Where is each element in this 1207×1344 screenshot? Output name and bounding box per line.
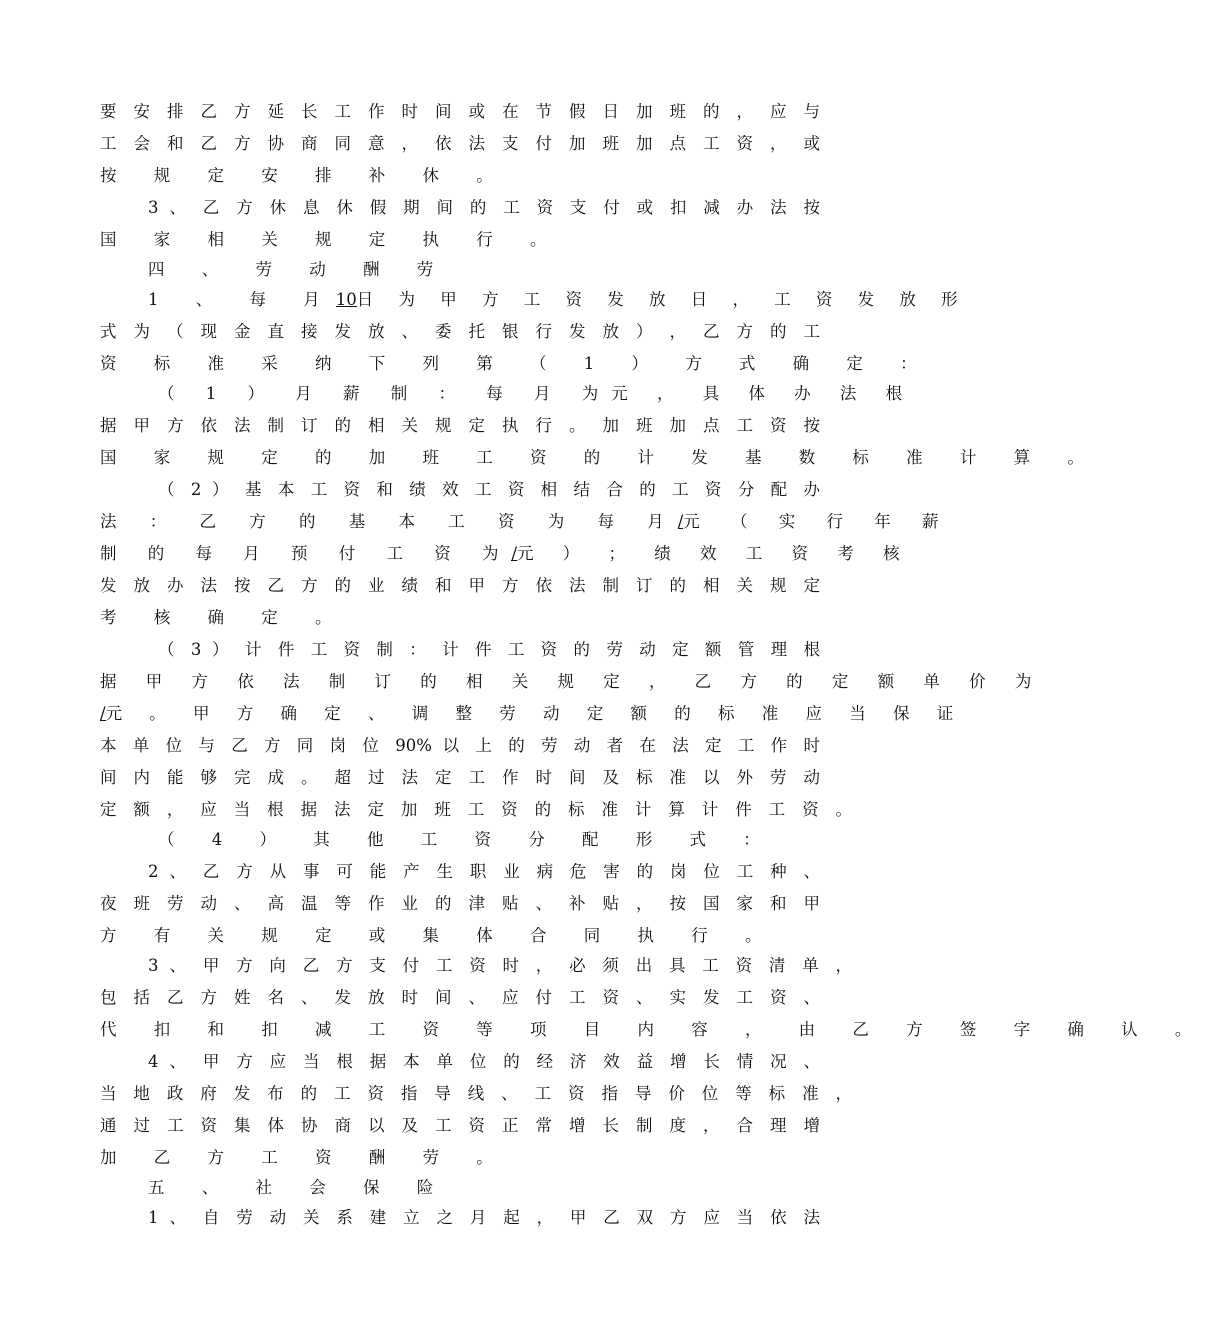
text-line: 当 地 政 府 发 布 的 工 资 指 导 线 、 工 资 指 导 价 位 等 标 准 ，: [100, 1084, 852, 1103]
section-heading: 四 、 劳 动 酬 劳: [148, 260, 450, 279]
text-segment: 元 （ 实 行 年 薪: [683, 512, 952, 531]
text-line: 要 安 排 乙 方 延 长 工 作 时 间 或 在 节 假 日 加 班 的 ， 应 与: [100, 102, 820, 121]
text-line: 加 乙 方 工 资 酬 劳 。: [100, 1148, 509, 1167]
annual-salary-field: /: [511, 544, 518, 563]
text-line: 代 扣 和 扣 减 工 资 等 项 目 内 容 ， 由 乙 方 签 字 确 认 。: [100, 1020, 1207, 1039]
text-line: 据 甲 方 依 法 制 订 的 相 关 规 定 执 行 。 加 班 加 点 工 资 按: [100, 416, 820, 435]
annual-salary-line: [100, 542, 912, 566]
text-line: 国 家 规 定 的 加 班 工 资 的 计 发 基 数 标 准 计 算 。: [100, 448, 1100, 467]
text-line: （ 3 ） 计 件 工 资 制 ： 计 件 工 资 的 劳 动 定 额 管 理 根: [158, 640, 820, 659]
pay-day-line: [148, 288, 968, 312]
text-line: 通 过 工 资 集 体 协 商 以 及 工 资 正 常 增 长 制 度 ， 合 理 增: [100, 1116, 820, 1135]
text-line: 按 规 定 安 排 补 休 。: [100, 166, 509, 185]
text-line: 3 、 乙 方 休 息 休 假 期 间 的 工 资 支 付 或 扣 减 办 法 按: [148, 198, 820, 217]
text-segment: 日 为 甲 方 工 资 发 放 日 ， 工 资 发 放 形: [356, 290, 968, 309]
text-line: 考 核 确 定 。: [100, 608, 348, 627]
text-line: 国 家 相 关 规 定 执 行 。: [100, 230, 563, 249]
text-line: 间 内 能 够 完 成 。 超 过 法 定 工 作 时 间 及 标 准 以 外 劳 动: [100, 768, 820, 787]
text-line: （ 4 ） 其 他 工 资 分 配 形 式 ：: [158, 830, 776, 849]
text-line: 发 放 办 法 按 乙 方 的 业 绩 和 甲 方 依 法 制 订 的 相 关 规 定: [100, 576, 820, 595]
text-line: 式 为 （ 现 金 直 接 发 放 、 委 托 银 行 发 放 ） ， 乙 方 的 工: [100, 322, 820, 341]
text-line: 本 单 位 与 乙 方 同 岗 位 90% 以 上 的 劳 动 者 在 法 定 工 作 时: [100, 736, 820, 755]
section-heading: 五 、 社 会 保 险: [148, 1178, 450, 1197]
text-segment: 1 、 每 月: [148, 290, 336, 309]
text-line: 资 标 准 采 纳 下 列 第 （ 1 ） 方 式 确 定 ：: [100, 354, 933, 373]
monthly-salary-line: [158, 382, 915, 406]
text-line: 方 有 关 规 定 或 集 体 合 同 执 行 。: [100, 926, 778, 945]
text-line: 包 括 乙 方 姓 名 、 发 放 时 间 、 应 付 工 资 、 实 发 工 资 、: [100, 988, 820, 1007]
text-segment: 元 ， 具 体 办 法 根: [611, 384, 915, 403]
text-line: 4 、 甲 方 应 当 根 据 本 单 位 的 经 济 效 益 增 长 情 况 、: [148, 1052, 820, 1071]
text-line: 定 额 ， 应 当 根 据 法 定 加 班 工 资 的 标 准 计 算 计 件 工 资 。: [100, 800, 852, 819]
text-line: 工 会 和 乙 方 协 商 同 意 ， 依 法 支 付 加 班 加 点 工 资 ， 或: [100, 134, 820, 153]
text-segment: （ 1 ） 月 薪 制 ： 每 月 为: [158, 384, 612, 403]
text-line: （ 2 ） 基 本 工 资 和 绩 效 工 资 相 结 合 的 工 资 分 配 办: [158, 480, 820, 499]
piece-rate-field: /: [100, 704, 106, 723]
text-line: 1 、 自 劳 动 关 系 建 立 之 月 起 ， 甲 乙 双 方 应 当 依 法: [148, 1208, 820, 1227]
text-segment: 元 ） ； 绩 效 工 资 考 核: [517, 544, 912, 563]
text-segment: 据 甲 方 依 法 制 订 的 相 关 规 定 ， 乙 方 的 定 额 单 价 为: [100, 672, 1044, 691]
piece-rate-line-2: [100, 702, 965, 726]
piece-rate-line: [100, 670, 1044, 694]
basic-salary-field: /: [677, 512, 684, 531]
text-line: 2 、 乙 方 从 事 可 能 产 生 职 业 病 危 害 的 岗 位 工 种 、: [148, 862, 820, 881]
text-segment: 法 ： 乙 方 的 基 本 工 资 为 每 月: [100, 512, 678, 531]
text-segment: 元 。 甲 方 确 定 、 调 整 劳 动 定 额 的 标 准 应 当 保 证: [105, 704, 965, 723]
text-segment: 制 的 每 月 预 付 工 资 为: [100, 544, 512, 563]
pay-day-field: 10: [335, 290, 357, 309]
text-line: 3 、 甲 方 向 乙 方 支 付 工 资 时 ， 必 须 出 具 工 资 清 单 ，: [148, 956, 852, 975]
basic-salary-line: [100, 510, 952, 534]
text-line: 夜 班 劳 动 、 高 温 等 作 业 的 津 贴 、 补 贴 ， 按 国 家 和 甲: [100, 894, 820, 913]
